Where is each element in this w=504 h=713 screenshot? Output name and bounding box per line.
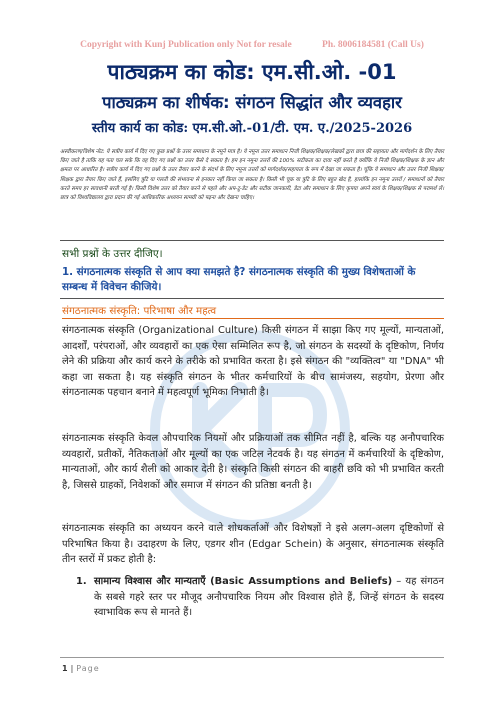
- list-item-title: सामान्य विश्वास और मान्यताएँ (Basic Assumptions and Beliefs): [94, 576, 393, 587]
- phone-number: Ph. 8006184581 (Call Us): [322, 40, 424, 50]
- footer-divider: [60, 657, 444, 658]
- page-footer: [62, 664, 100, 673]
- course-code-heading: पाठ्यक्रम का कोड: एम.सी.ओ. -01: [107, 60, 397, 84]
- disclaimer-text: अस्वीकरण/विशेष नोट: ये सत्रीय कार्य में दिए गए कुछ प्रश्नों के उत्तर समाधान के नमूने मात्र है। ये नमूना उत्तर समाधान निजी शिक्षक/शिक्षक/लेखकों द्वारा छात्र की सहायता और मार्गदर्शन के लिए तैयार किए जाते है ताकि यह पता चल सके कि वह दिए गए प्रश्नों का उत्तर कैसे दे सकता है। हम इन नमूना उत्तरों की 100% सटीकता का दावा नहीं करते है क्योंकि ये निजी शिक्षक/शिक्षक के ज्ञान और क्षमता पर आधारित है। सत्रीय कार्य में दिए गए प्रश्नों के उत्तर तैयार करने के संदर्भ के लिए नमूना उत्तरों को मार्गदर्शक/सहायता के रूप में देखा जा सकता है। चूंकि ये समाधान और उत्तर निजी शिक्षक/शिक्षक द्वारा तैयार किए जाते हैं, इसलिए त्रुटि या गलती की संभावना से इनकार नहीं किया जा सकता है। किसी भी चूक या त्रुटि के लिए बहुत खेद है, हालांकि इन नमूना उत्तरों / समाधानों को तैयार करते समय हर सावधानी बरती गई है। किसी विशेष उत्तर को तैयार करने से पहले और अप-टू-डेट और सटीक जानकारी, डेटा और समाधान के लिए कृपया अपने स्वयं के शिक्षक/शिक्षक से परामर्श लें। छात्र को विश्वविद्यालय द्वारा प्रदान की गई आधिकारिक अध्ययन सामग्री को पढ़ना और देखना चाहिए।: [60, 149, 444, 202]
- page-number: 1: [62, 664, 68, 673]
- page-label: Page: [76, 664, 100, 673]
- question-text: 1. संगठनात्मक संस्कृति से आप क्या समझते है? संगठनात्मक संस्कृति की मुख्य विशेषताओं के सम्बन्ध में विवेचन कीजिये।: [62, 266, 416, 293]
- copyright-text: Copyright with Kunj Publication only Not for resale: [80, 40, 292, 50]
- list-item: [76, 574, 444, 621]
- page-separator: |: [70, 664, 74, 673]
- list-item-number: 1.: [76, 576, 87, 587]
- instruction-text: सभी प्रश्नों के उत्तर दीजिए।: [62, 248, 163, 260]
- section-heading: संगठनात्मक संस्कृति: परिभाषा और महत्व: [62, 305, 217, 317]
- list-item-body: [94, 574, 444, 621]
- paragraph-schein: संगठनात्मक संस्कृति का अध्ययन करने वाले शोधकर्ताओं और विशेषज्ञों ने इसे अलग-अलग दृष्टिकोणों से परिभाषित किया है। उदाहरण के लिए, एडगर शीन (Edgar Schein) के अनुसार, संगठनात्मक संस्कृति तीन स्तरों में प्रकट होती है:: [62, 523, 444, 566]
- paragraph-informal: संगठनात्मक संस्कृति केवल औपचारिक नियमों और प्रक्रियाओं तक सीमित नहीं है, बल्कि यह अनौपचारिक व्यवहारों, प्रतीकों, नैतिकताओं और मूल्यों का एक जटिल नेटवर्क है। यह संगठन में कर्मचारियों के दृष्टिकोण, मान्यताओं, और कार्य शैली को आकार देती है। संस्कृति किसी संगठन की बाहरी छवि को भी प्रभावित करती है, जिससे ग्राहकों, निवेशकों और समाज में संगठन की प्रतिष्ठा बनती है।: [62, 433, 444, 491]
- list-item-text: – यह संगठन के सबसे गहरे स्तर पर मौजूद अनौपचारिक नियम और विश्वास होते हैं, जिन्हें संगठन के सदस्य स्वाभाविक रूप से मानते हैं।: [94, 576, 444, 619]
- section-underline: [62, 318, 444, 319]
- assignment-code-heading: स्तीय कार्य का कोड: एम.सी.ओ.-01/टी. एम. ए./2025-2026: [91, 121, 413, 136]
- copyright-notice: [0, 40, 504, 50]
- paragraph-definition: संगठनात्मक संस्कृति (Organizational Culture) किसी संगठन में साझा किए गए मूल्यों, मान्यताओं, आदर्शों, परंपराओं, और व्यवहारों का एक ऐसा सम्मिलित रूप है, जो संगठन के सदस्यों के दृष्टिकोण, निर्णय लेने की प्रक्रिया और कार्य करने के तरीके को प्रभावित करता है। इसे संगठन की "व्यक्तित्व" या "DNA" भी कहा जा सकता है। यह संस्कृति संगठन के भीतर कर्मचारियों के बीच सामंजस्य, सहयोग, प्रेरणा और संगठनात्मक पहचान बनाने में महत्वपूर्ण भूमिका निभाती है।: [62, 325, 444, 399]
- levels-list: [76, 574, 444, 621]
- course-title-heading: पाठ्यक्रम का शीर्षक: संगठन सिद्धांत और व्यवहार: [102, 93, 402, 112]
- divider-bottom: [60, 298, 444, 299]
- divider-top: [60, 240, 444, 241]
